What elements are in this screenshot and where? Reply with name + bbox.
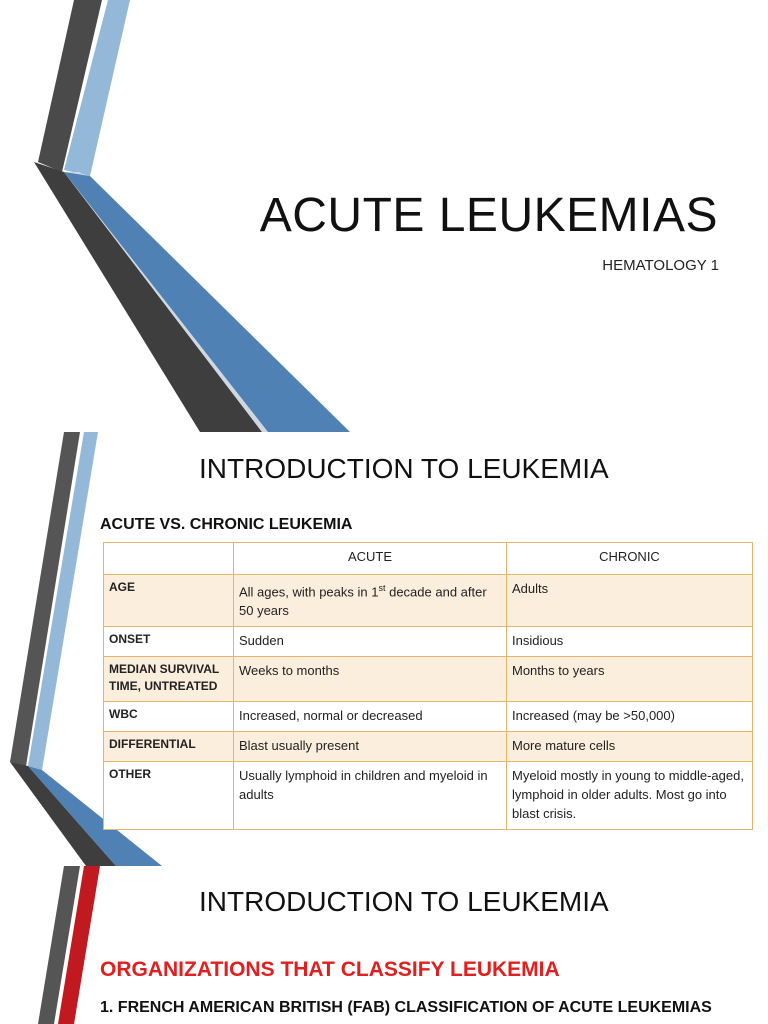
chevron-dark-lower — [34, 162, 262, 432]
chronic-cell: Adults — [507, 575, 753, 627]
chronic-cell: Increased (may be >50,000) — [507, 702, 753, 732]
classification-slide — [0, 866, 768, 1024]
list-item: 1. FRENCH AMERICAN BRITISH (FAB) CLASSIFICATION OF ACUTE LEUKEMIAS — [100, 999, 712, 1016]
slide-subtitle: ACUTE VS. CHRONIC LEUKEMIA — [100, 516, 353, 533]
chronic-cell: Myeloid mostly in young to middle-aged, lymphoid in older adults. Most go into blast crisis. — [507, 762, 753, 830]
acute-cell: All ages, with peaks in 1st decade and after 50 years — [234, 575, 507, 627]
row-label: OTHER — [104, 762, 234, 830]
acute-cell: Weeks to months — [234, 657, 507, 702]
slide-title: INTRODUCTION TO LEUKEMIA — [199, 886, 609, 917]
acute-cell: Increased, normal or decreased — [234, 702, 507, 732]
chronic-cell: Insidious — [507, 627, 753, 657]
acute-cell: Sudden — [234, 627, 507, 657]
table-row — [104, 657, 753, 702]
table-row — [104, 732, 753, 762]
row-label: DIFFERENTIAL — [104, 732, 234, 762]
chronic-cell: More mature cells — [507, 732, 753, 762]
comparison-table — [103, 542, 753, 830]
header-cell-empty — [104, 543, 234, 575]
acute-cell: Usually lymphoid in children and myeloid in adults — [234, 762, 507, 830]
row-label: ONSET — [104, 627, 234, 657]
header-cell-acute: ACUTE — [234, 543, 507, 575]
comparison-slide — [0, 432, 768, 866]
presentation-subtitle: HEMATOLOGY 1 — [602, 257, 719, 274]
chevron-dark-lower — [10, 762, 116, 866]
table-row — [104, 627, 753, 657]
row-label: AGE — [104, 575, 234, 627]
chronic-cell: Months to years — [507, 657, 753, 702]
header-cell-chronic: CHRONIC — [507, 543, 753, 575]
row-label: WBC — [104, 702, 234, 732]
table-row — [104, 575, 753, 627]
table-row — [104, 702, 753, 732]
presentation-title: ACUTE LEUKEMIAS — [259, 189, 718, 242]
slide-title: INTRODUCTION TO LEUKEMIA — [199, 453, 609, 484]
decorative-stripe-graphic — [0, 866, 110, 1024]
acute-cell: Blast usually present — [234, 732, 507, 762]
table-row — [104, 762, 753, 830]
title-slide — [0, 0, 768, 432]
table-header-row — [104, 543, 753, 575]
section-heading: ORGANIZATIONS THAT CLASSIFY LEUKEMIA — [100, 958, 560, 981]
row-label: MEDIAN SURVIVAL TIME, UNTREATED — [104, 657, 234, 702]
